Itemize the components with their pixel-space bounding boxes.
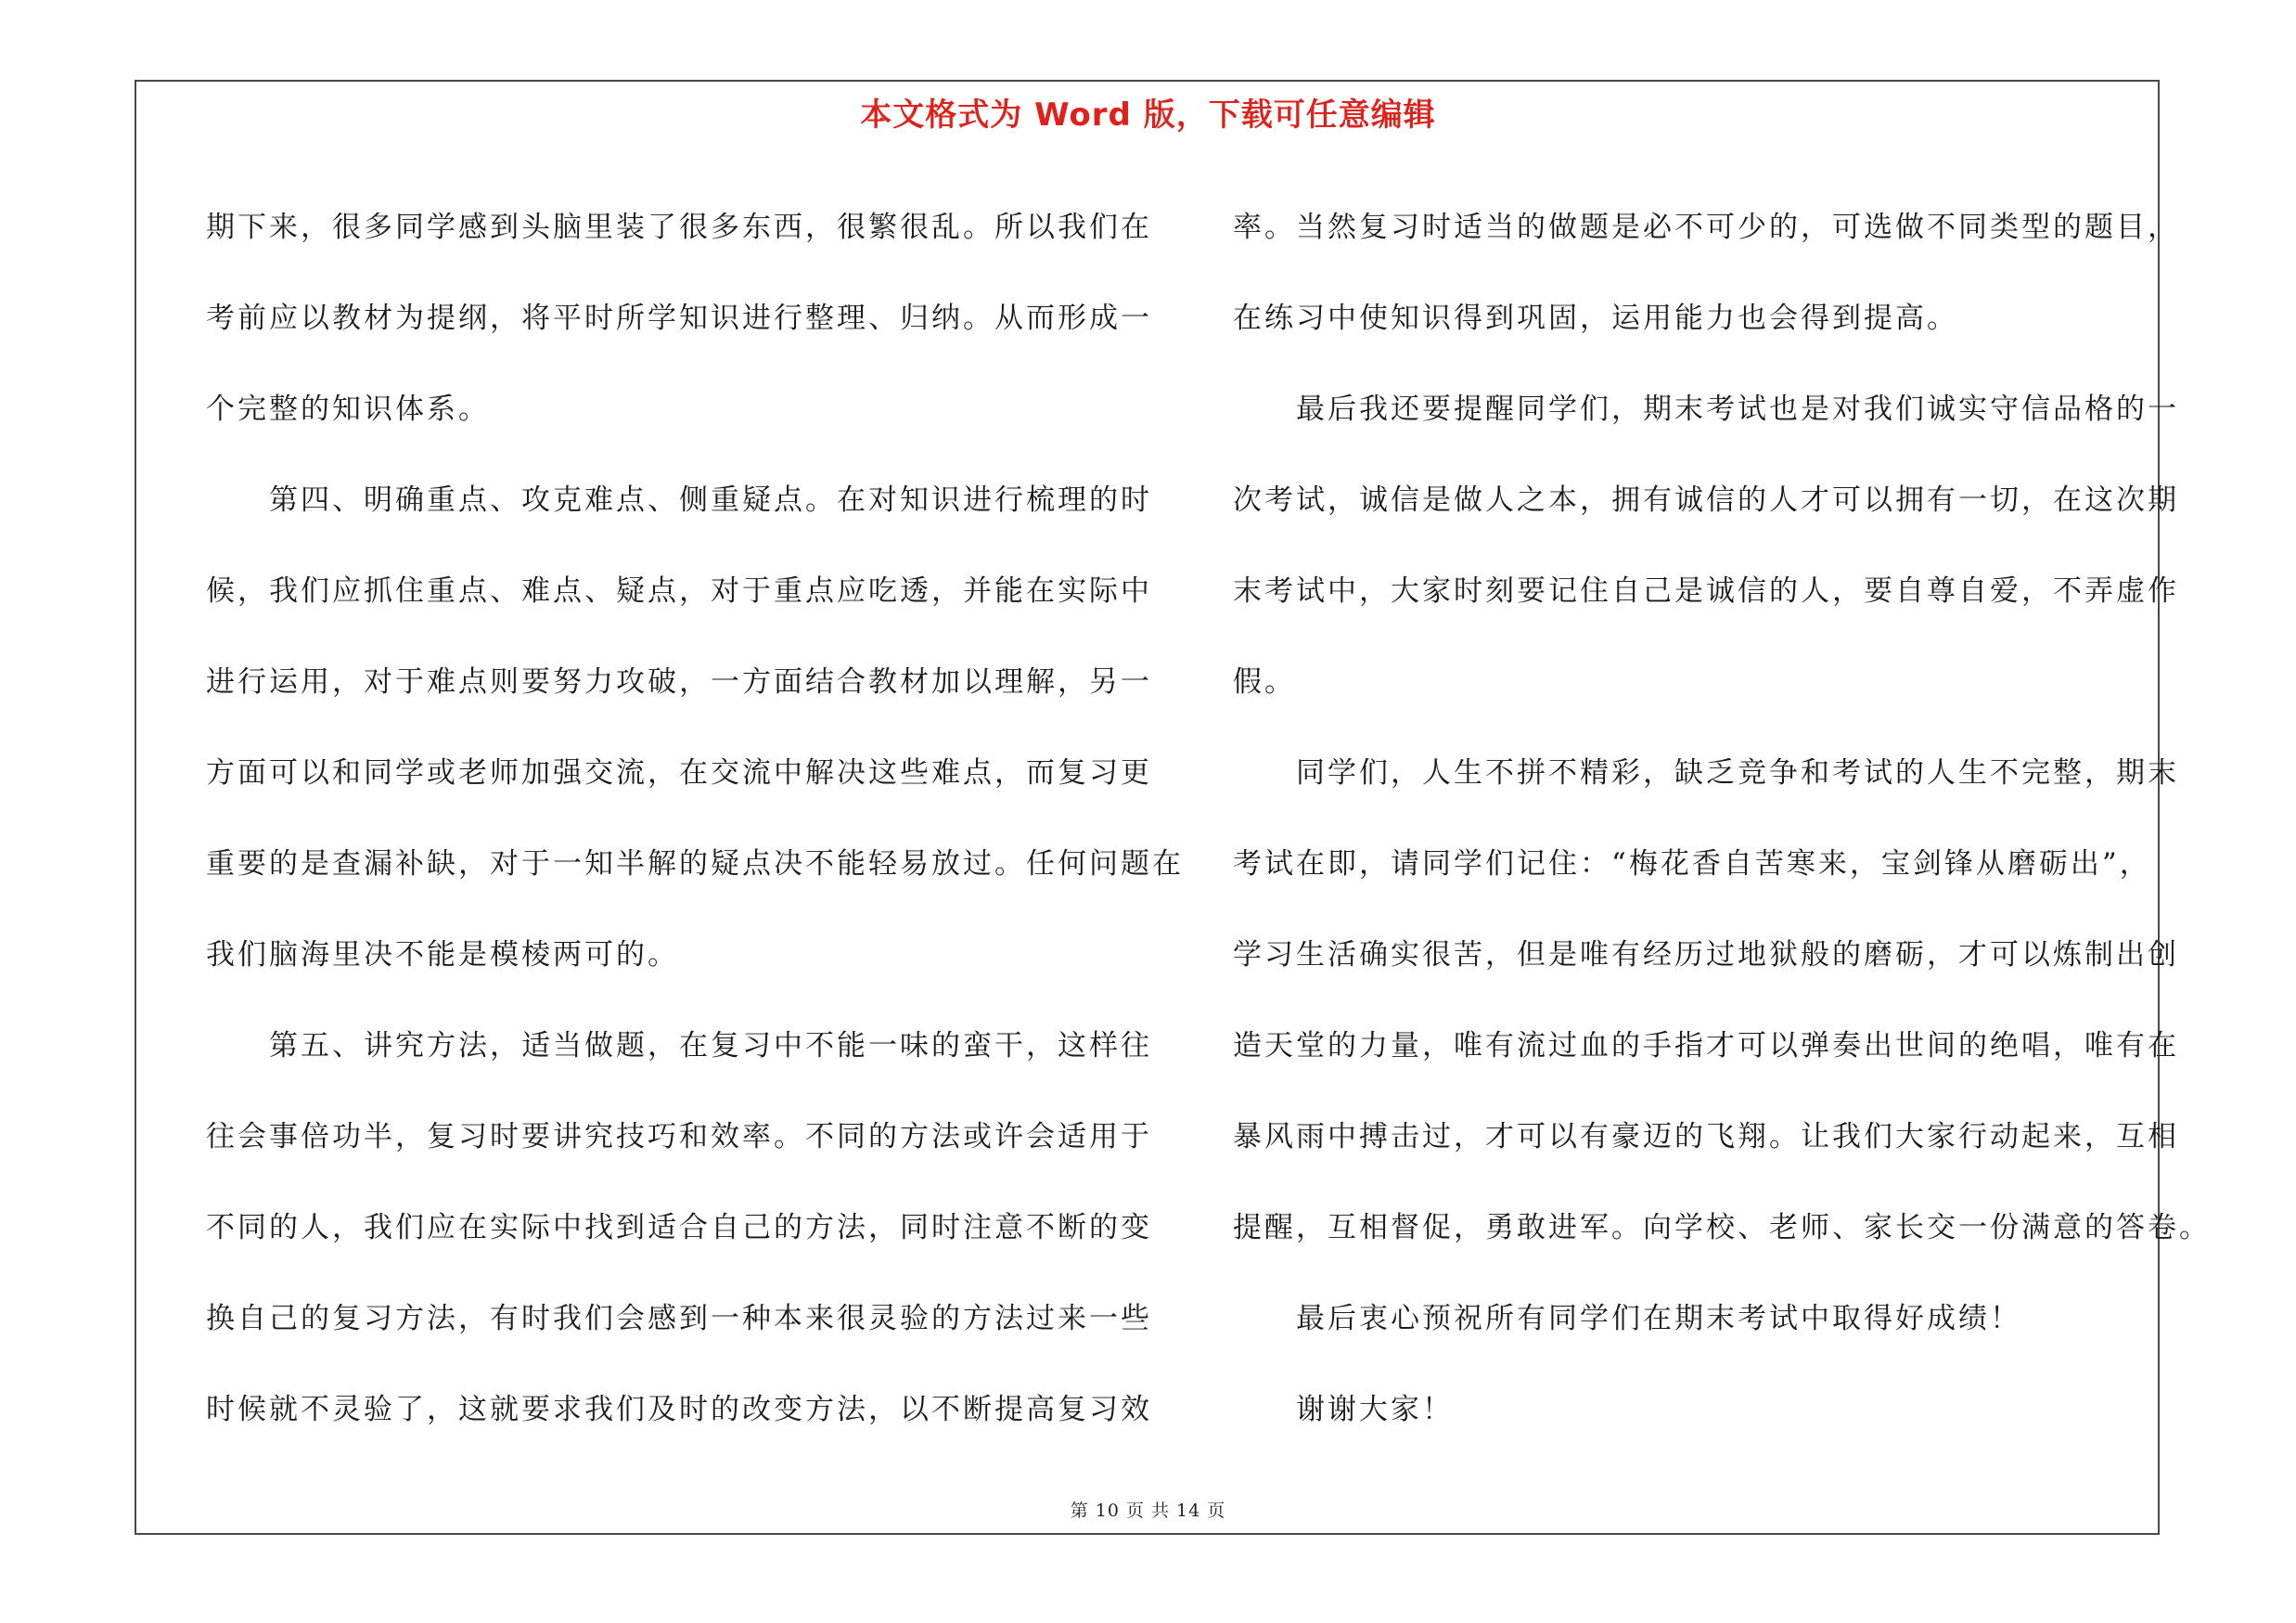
left-column <box>206 182 1184 1455</box>
text-line: 时候就不灵验了，这就要求我们及时的改变方法，以不断提高复习效 <box>206 1393 1152 1426</box>
text-line: 同学们，人生不拼不精彩，缺乏竞争和考试的人生不完整，期末 <box>1233 756 2179 790</box>
text-line: 第五、讲究方法，适当做题，在复习中不能一味的蛮干，这样往 <box>206 1029 1152 1063</box>
text-line: 假。 <box>1233 665 1296 699</box>
right-column <box>1233 182 2211 1455</box>
text-line: 考试在即，请同学们记住：“梅花香自苦寒来，宝剑锋从磨砺出”， <box>1233 847 2151 881</box>
text-line: 末考试中，大家时刻要记住自己是诚信的人，要自尊自爱，不弄虚作 <box>1233 574 2179 608</box>
text-line: 造天堂的力量，唯有流过血的手指才可以弹奏出世间的绝唱，唯有在 <box>1233 1029 2179 1063</box>
text-line: 提醒，互相督促，勇敢进军。向学校、老师、家长交一份满意的答卷。 <box>1233 1211 2211 1244</box>
text-line: 最后衷心预祝所有同学们在期末考试中取得好成绩！ <box>1233 1302 2021 1335</box>
text-line: 率。当然复习时适当的做题是必不可少的，可选做不同类型的题目， <box>1233 211 2179 244</box>
text-line: 我们脑海里决不能是模棱两可的。 <box>206 938 679 972</box>
text-line: 学习生活确实很苦，但是唯有经历过地狱般的磨砺，才可以炼制出创 <box>1233 938 2179 972</box>
format-banner: 本文格式为 Word 版，下载可任意编辑 <box>860 97 1436 134</box>
text-line: 最后我还要提醒同学们，期末考试也是对我们诚实守信品格的一 <box>1233 393 2179 426</box>
text-line: 候，我们应抓住重点、难点、疑点，对于重点应吃透，并能在实际中 <box>206 574 1152 608</box>
text-line: 不同的人，我们应在实际中找到适合自己的方法，同时注意不断的变 <box>206 1211 1152 1244</box>
text-line: 暴风雨中搏击过，才可以有豪迈的飞翔。让我们大家行动起来，互相 <box>1233 1120 2179 1153</box>
text-line: 换自己的复习方法，有时我们会感到一种本来很灵验的方法过来一些 <box>206 1302 1152 1335</box>
text-line: 往会事倍功半，复习时要讲究技巧和效率。不同的方法或许会适用于 <box>206 1120 1152 1153</box>
page-number: 第 10 页 共 14 页 <box>1070 1501 1226 1521</box>
text-line: 期下来，很多同学感到头脑里装了很多东西，很繁很乱。所以我们在 <box>206 211 1152 244</box>
text-line: 谢谢大家！ <box>1233 1393 1454 1426</box>
text-line: 个完整的知识体系。 <box>206 393 490 426</box>
text-line: 在练习中使知识得到巩固，运用能力也会得到提高。 <box>1233 302 1958 335</box>
text-line: 进行运用，对于难点则要努力攻破，一方面结合教材加以理解，另一 <box>206 665 1152 699</box>
text-line: 方面可以和同学或老师加强交流，在交流中解决这些难点，而复习更 <box>206 756 1152 790</box>
text-line: 次考试，诚信是做人之本，拥有诚信的人才可以拥有一切，在这次期 <box>1233 483 2179 517</box>
text-line: 第四、明确重点、攻克难点、侧重疑点。在对知识进行梳理的时 <box>206 483 1152 517</box>
text-line: 考前应以教材为提纲，将平时所学知识进行整理、归纳。从而形成一 <box>206 302 1152 335</box>
text-line: 重要的是查漏补缺，对于一知半解的疑点决不能轻易放过。任何问题在 <box>206 847 1184 881</box>
